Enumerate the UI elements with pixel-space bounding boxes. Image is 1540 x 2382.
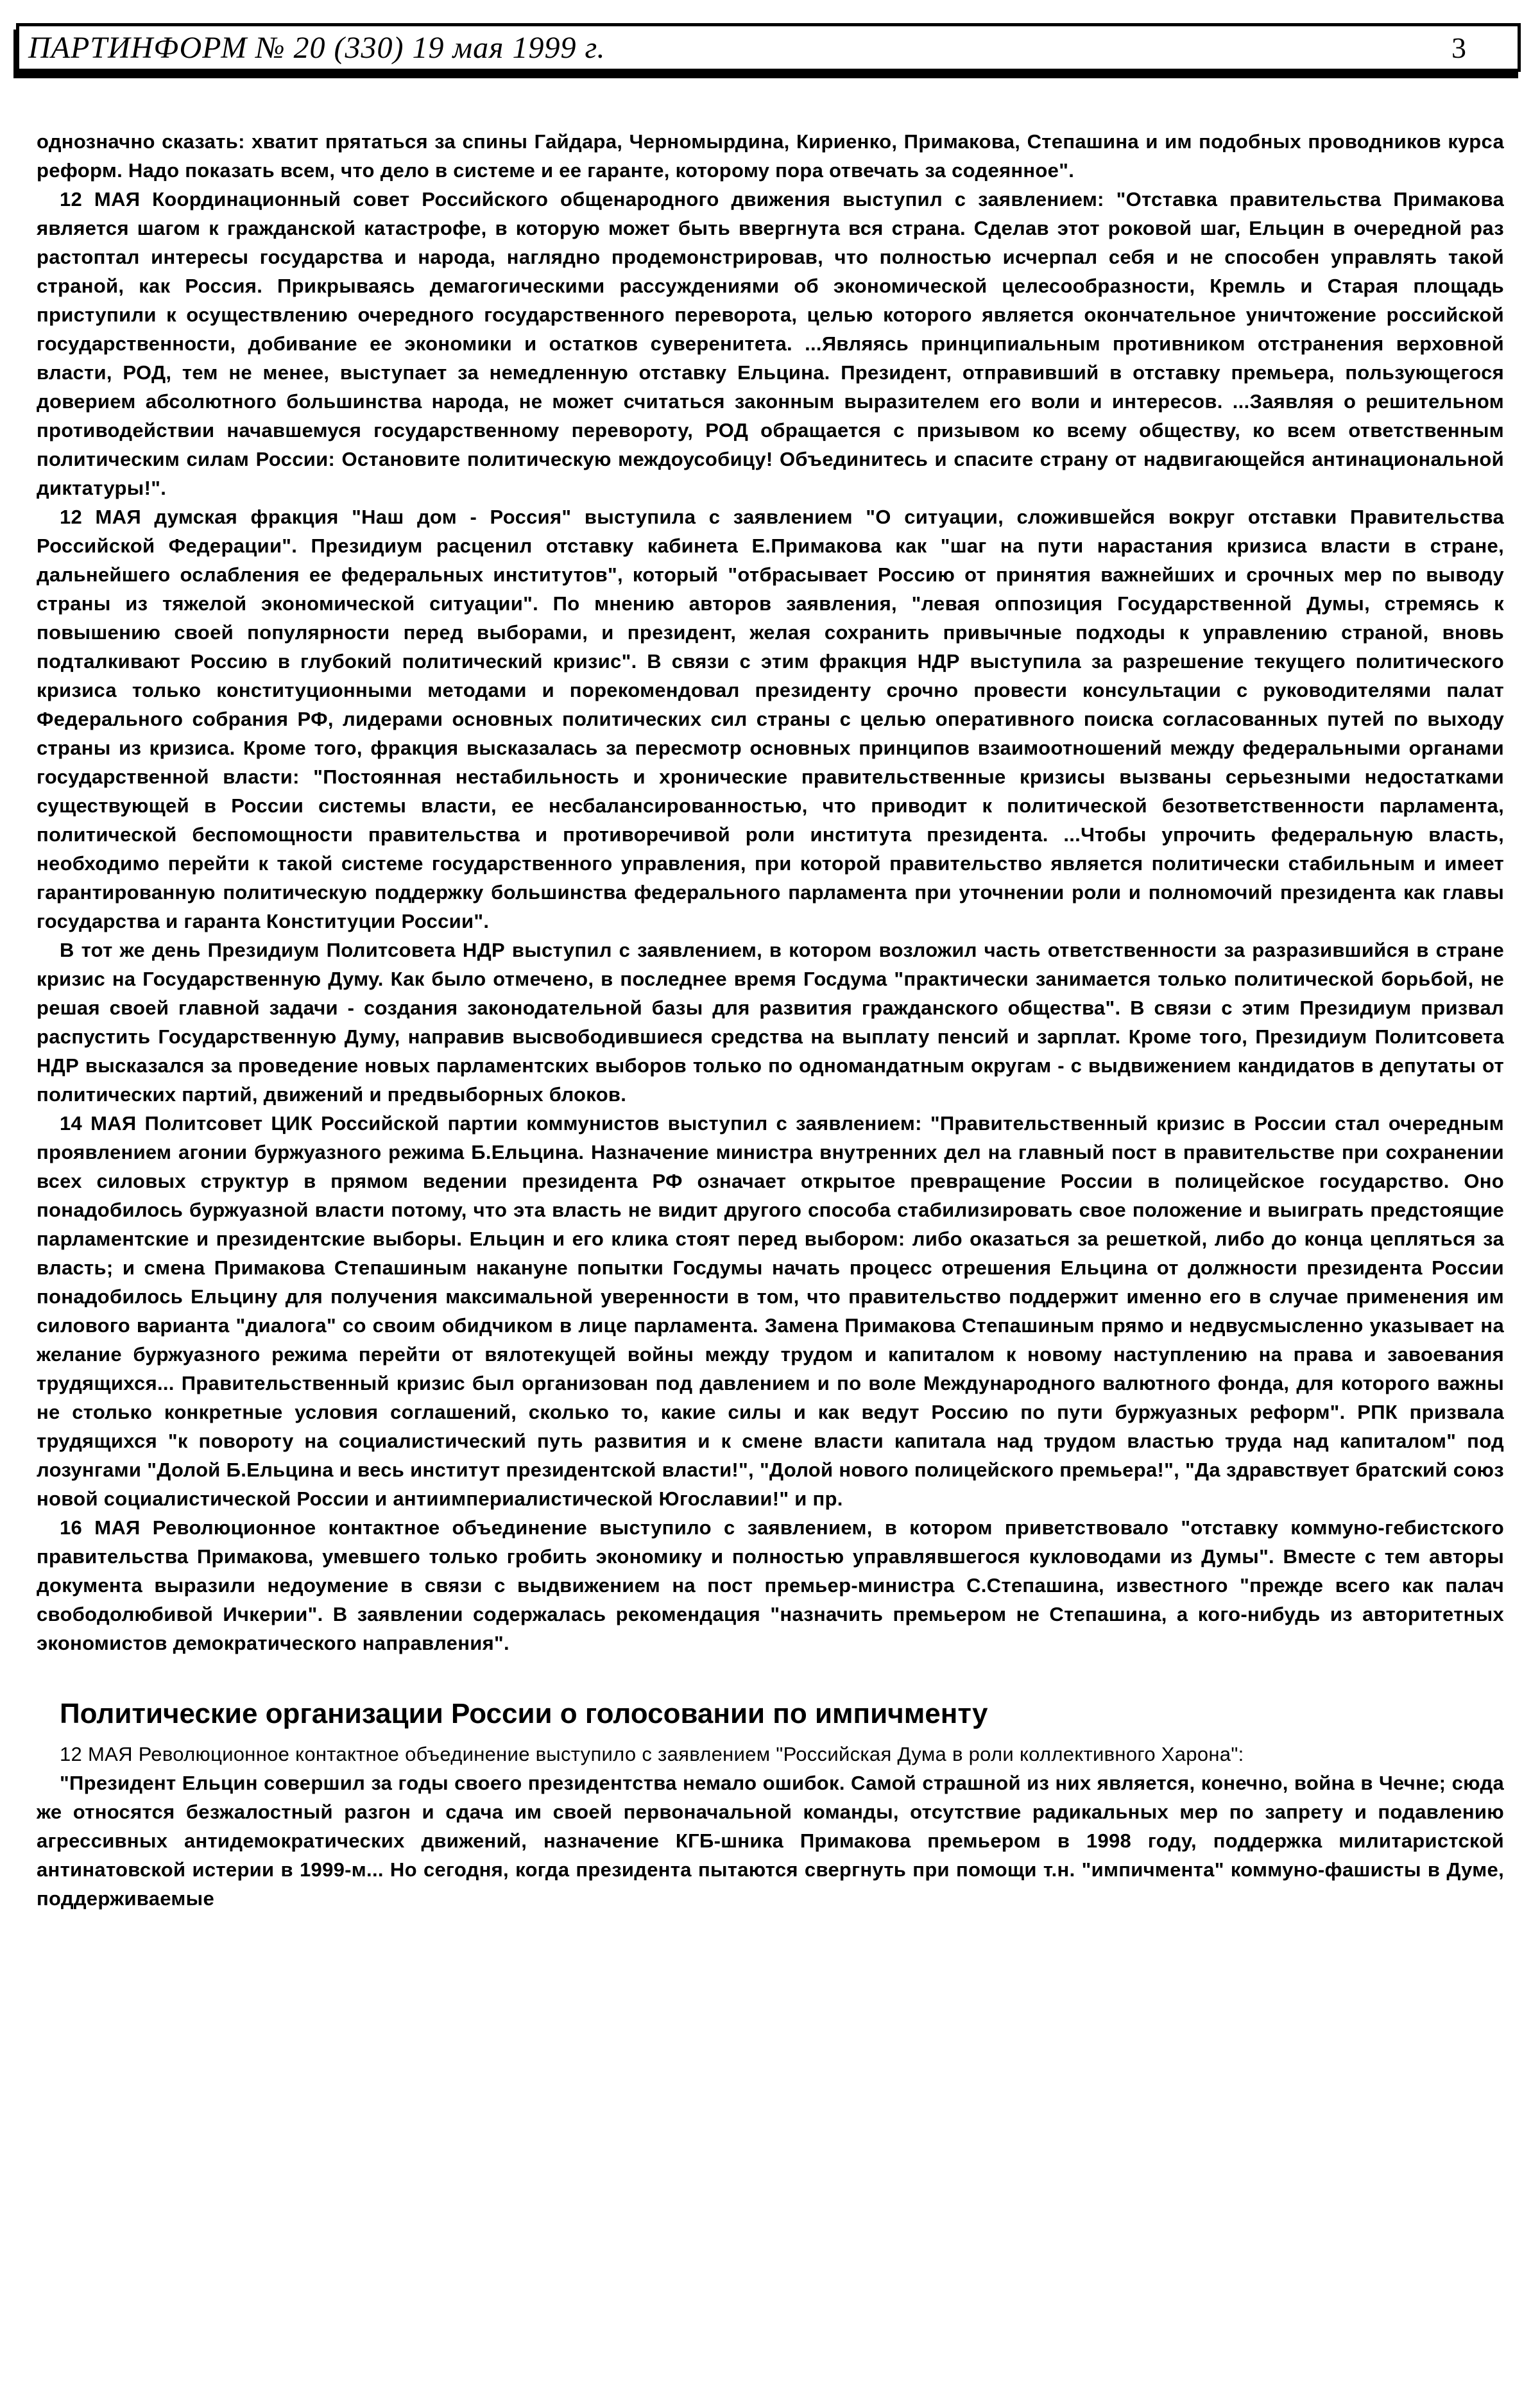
body-paragraph: 14 МАЯ Политсовет ЦИК Российской партии коммунистов выступил с заявлением: "Правительственный кризис в России стал очередным проявлением агонии буржуазного режима Б.Ельцина. Назначение министра внутренних дел на главный пост в правительстве при сохранении всех силовых структур в прямом ведении президента РФ означает открытое превращение России в полицейское государство. Оно понадобилось буржуазной власти потому, что эта власть не видит другого способа стабилизировать свое положение и выиграть предстоящие парламентские и президентские выборы. Ельцин и его клика стоят перед выбором: либо оказаться за решеткой, либо до конца цепляться за власть; и смена Примакова Степашиным накануне попытки Госдумы начать процесс отрешения Ельцина от должности президента России понадобилось Ельцину для получения максимальной уверенности в том, что правительство поддержит именно его в случае применения им силового варианта "диалога" со своим обидчиком в лице парламента. Замена Примакова Степашиным прямо и недвусмысленно указывает на желание буржуазного режима перейти от вялотекущей войны между трудом и капиталом к новому наступлению на права и завоевания трудящихся... Правительственный кризис был организован под давлением и по воле Международного валютного фонда, для которого важны не столько конкретные условия соглашений, сколько то, какие силы и как ведут Россию по пути буржуазных реформ". РПК призвала трудящихся "к повороту на социалистический путь развития и к смене власти капитала над трудом властью труда над капиталом" под лозунгами "Долой Б.Ельцина и весь институт президентской власти!", "Долой нового полицейского премьера!", "Да здравствует братский союз новой социалистической России и антиимпериалистической Югославии!" и пр. — [37, 1112, 1504, 1510]
page-header — [16, 23, 1521, 72]
section-heading: Политические организации России о голосовании по импичменту — [60, 1698, 988, 1729]
body-paragraph: однозначно сказать: хватит прятаться за спины Гайдара, Черномырдина, Кириенко, Примакова, Степашина и им подобных проводников курса реформ. Надо показать всем, что дело в системе и ее гаранте, которому пора отвечать за содеянное". — [37, 130, 1504, 182]
body-paragraph: "Президент Ельцин совершил за годы своего президентства немало ошибок. Самой страшной из них является, конечно, война в Чечне; сюда же относятся безжалостный разгон и сдача им своей первоначальной команды, отсутствие радикальных мер по запрету и подавлению агрессивных антидемократических движений, назначение КГБ-шника Примакова премьером в 1998 году, поддержка милитаристской антинатовской истерии в 1999-м... Но сегодня, когда президента пытаются свергнуть при помощи т.н. "импичмента" коммуно-фашисты в Думе, поддерживаемые — [37, 1772, 1504, 1910]
article-body — [37, 127, 1504, 1913]
body-paragraph: 16 МАЯ Революционное контактное объединение выступило с заявлением, в котором приветствовало "отставку коммуно-гебистского правительства Примакова, умевшего только гробить экономику и полностью управлявшегося кукловодами из Думы". Вместе с тем авторы документа выразили недоумение в связи с выдвижением на пост премьер-министра С.Степашина, известного "прежде всего как палач свободолюбивой Ичкерии". В заявлении содержалась рекомендация "назначить премьером не Степашина, а кого-нибудь из авторитетных экономистов демократического направления". — [37, 1516, 1504, 1654]
page-number: 3 — [1451, 31, 1466, 64]
body-paragraph: В тот же день Президиум Политсовета НДР выступил с заявлением, в котором возложил часть ответственности за разразившийся в стране кризис на Государственную Думу. Как было отмечено, в последнее время Госдума "практически занимается только политической борьбой, не решая своей главной задачи - создания законодательной базы для развития гражданского общества". В связи с этим Президиум призвал распустить Государственную Думу, направив высвободившиеся средства на выплату пенсий и зарплат. Кроме того, Президиум Политсовета НДР высказался за проведение новых парламентских выборов только по одномандатным округам - с выдвижением кандидатов в депутаты от политических партий, движений и предвыборных блоков. — [37, 939, 1504, 1106]
newsletter-title: ПАРТИНФОРМ № 20 (330) 19 мая 1999 г. — [28, 30, 606, 65]
body-paragraph: 12 МАЯ думская фракция "Наш дом - Россия" выступила с заявлением "О ситуации, сложившейся вокруг отставки Правительства Российской Федерации". Президиум расценил отставку кабинета Е.Примакова как "шаг на пути нарастания кризиса власти в стране, дальнейшего ослабления ее федеральных институтов", который "отбрасывает Россию от принятия важнейших и срочных мер по выводу страны из тяжелой экономической ситуации". По мнению авторов заявления, "левая оппозиция Государственной Думы, стремясь к повышению своей популярности перед выборами, и президент, желая сохранить привычные подходы к управлению страной, вновь подталкивают Россию в глубокий политический кризис". В связи с этим фракция НДР выступила за разрешение текущего политического кризиса только конституционными методами и порекомендовал президенту срочно провести консультации с руководителями палат Федерального собрания РФ, лидерами основных политических сил страны с целью оперативного поиска согласованных путей по выходу страны из кризиса. Кроме того, фракция высказалась за пересмотр основных принципов взаимоотношений между федеральными органами государственной власти: "Постоянная нестабильность и хронические правительственные кризисы вызваны серьезными недостатками существующей в России системы власти, ее несбалансированностью, что приводит к политической безответственности парламента, политической беспомощности правительства и противоречивой роли института президента. ...Чтобы упрочить федеральную власть, необходимо перейти к такой системе государственного управления, при которой правительство является политически стабильным и имеет гарантированную политическую поддержку большинства федерального парламента при уточнении роли и полномочий президента как главы государства и гаранта Конституции России". — [37, 506, 1504, 932]
body-paragraph: 12 МАЯ Координационный совет Российского общенародного движения выступил с заявлением: "Отставка правительства Примакова является шагом к гражданской катастрофе, в которую может быть ввергнута вся страна. Сделав этот роковой шаг, Ельцин в очередной раз растоптал интересы государства и народа, наглядно продемонстрировав, что полностью исчерпал себя и не способен управлять такой страной, как Россия. Прикрываясь демагогическими рассуждениями об экономической целесообразности, Кремль и Старая площадь приступили к осуществлению очередного государственного переворота, целью которого является окончательное уничтожение российской государственности, добивание ее экономики и остатков суверенитета. ...Являясь принципиальным противником отстранения верховной власти, РОД, тем не менее, выступает за немедленную отставку Ельцина. Президент, отправивший в отставку премьера, пользующегося доверием абсолютного большинства народа, не может считаться законным выразителем его воли и интересов. ...Заявляя о решительном противодействии начавшемуся государственному перевороту, РОД обращается с призывом ко всему обществу, ко всем ответственным политическим силам России: Остановите политическую междоусобицу! Объединитесь и спасите страну от надвигающейся антинациональной диктатуры!". — [37, 188, 1504, 499]
body-paragraph: 12 МАЯ Революционное контактное объединение выступило с заявлением "Российская Дума в роли коллективного Харона": — [60, 1743, 1244, 1765]
